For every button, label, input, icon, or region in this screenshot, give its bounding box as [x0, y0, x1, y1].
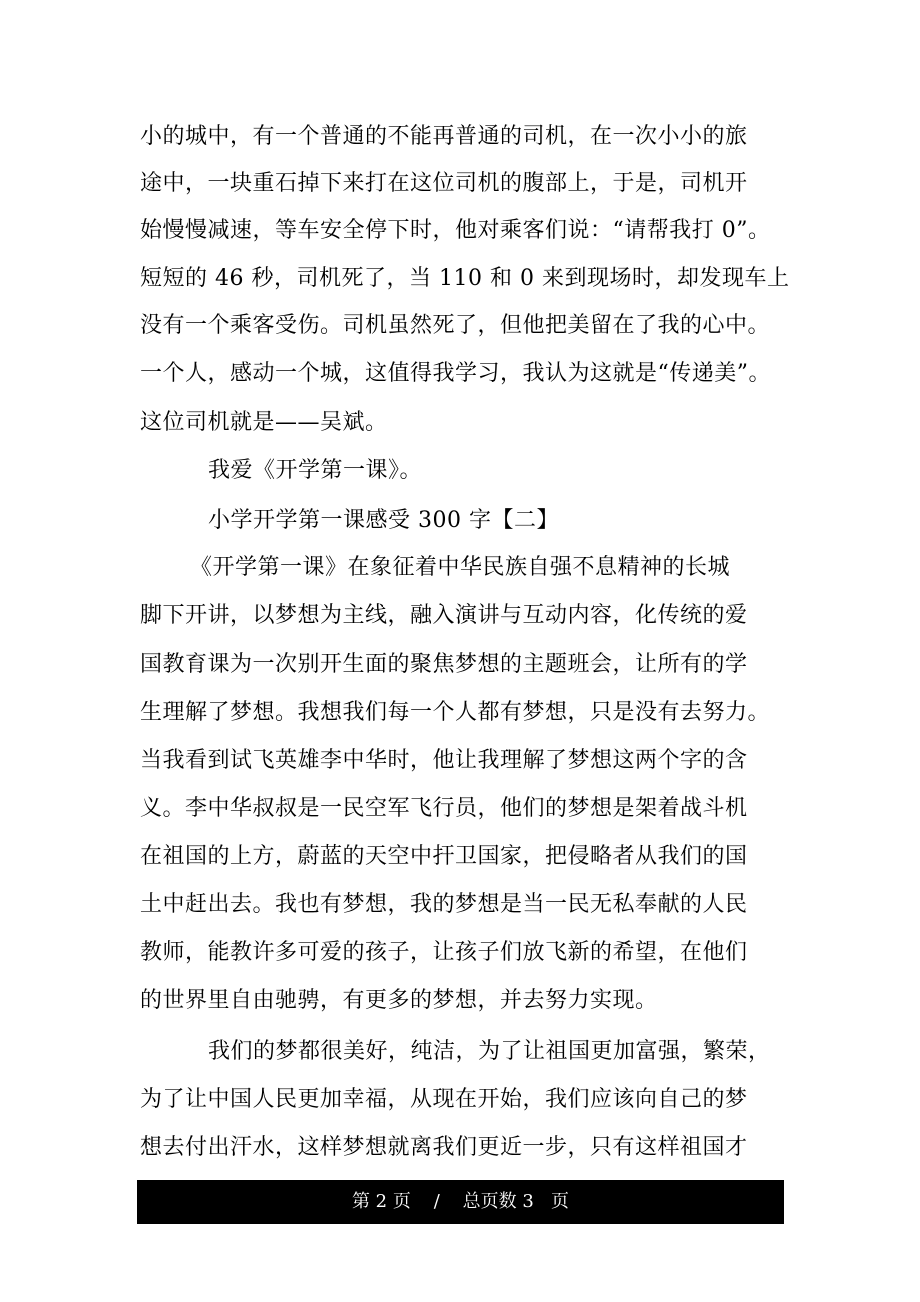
text-line: 为了让中国人民更加幸福，从现在开始，我们应该向自己的梦	[140, 1087, 748, 1112]
paragraph-line: 我们的梦都很美好，纯洁，为了让祖国更加富强，繁荣，	[208, 1039, 771, 1064]
text-line: 生理解了梦想。我想我们每一个人都有梦想，只是没有去努力。	[140, 700, 771, 725]
text-line: 小的城中，有一个普通的不能再普通的司机，在一次小小的旅	[140, 124, 748, 149]
page-number: 第 2 页 / 总页数 3 页	[351, 1191, 570, 1212]
text-line: 短短的 46 秒，司机死了，当 110 和 0 来到现场时，却发现车上	[140, 266, 790, 291]
text-line: 国教育课为一次别开生面的聚焦梦想的主题班会，让所有的学	[140, 652, 748, 677]
section-heading: 小学开学第一课感受 300 字【二】	[208, 508, 559, 533]
text-line: 义。李中华叔叔是一民空军飞行员，他们的梦想是架着战斗机	[140, 796, 748, 821]
text-line: 途中，一块重石掉下来打在这位司机的腹部上，于是，司机开	[140, 171, 748, 196]
text-line: 一个人，感动一个城，这值得我学习，我认为这就是“传递美”。	[140, 361, 771, 386]
text-line: 在祖国的上方，蔚蓝的天空中扞卫国家，把侵略者从我们的国	[140, 844, 748, 869]
text-line: 想去付出汗水，这样梦想就离我们更近一步，只有这样祖国才	[140, 1135, 748, 1160]
paragraph-line: 我爱《开学第一课》。	[208, 458, 423, 483]
text-line: 土中赶出去。我也有梦想，我的梦想是当一民无私奉献的人民	[140, 892, 748, 917]
text-line: 这位司机就是——吴斌。	[140, 410, 388, 435]
text-line: 脚下开讲，以梦想为主线，融入演讲与互动内容，化传统的爱	[140, 603, 748, 628]
text-line: 的世界里自由驰骋，有更多的梦想，并去努力实现。	[140, 988, 658, 1013]
text-line: 没有一个乘客受伤。司机虽然死了，但他把美留在了我的心中。	[140, 313, 771, 338]
text-line: 当我看到试飞英雄李中华时，他让我理解了梦想这两个字的含	[140, 748, 748, 773]
page-footer	[137, 1180, 784, 1224]
text-line: 始慢慢减速，等车安全停下时，他对乘客们说：“请帮我打 0”。	[140, 218, 771, 243]
paragraph-line: 《开学第一课》在象征着中华民族自强不息精神的长城	[190, 555, 731, 580]
text-line: 教师，能教许多可爱的孩子，让孩子们放飞新的希望，在他们	[140, 940, 748, 965]
